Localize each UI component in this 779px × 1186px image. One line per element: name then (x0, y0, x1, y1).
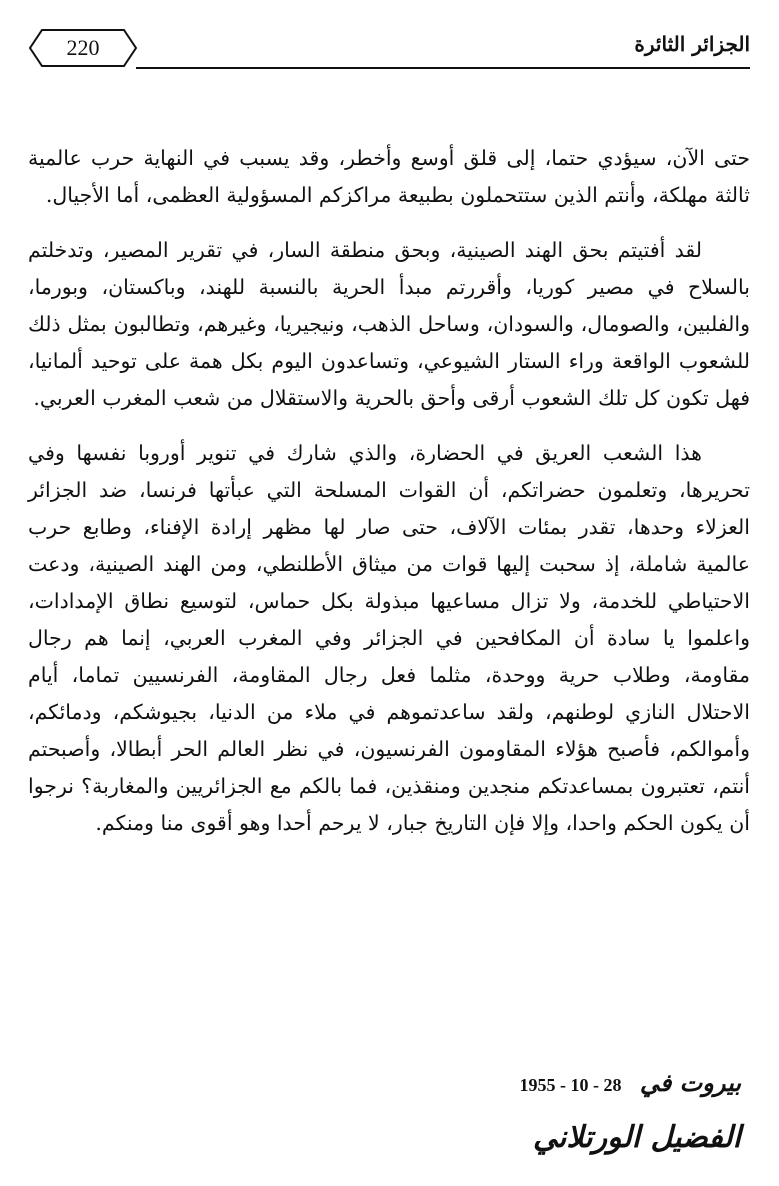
signature-name: الفضيل الورتلاني (533, 1120, 741, 1155)
page-number-badge (28, 28, 138, 68)
signature-date: 1955 - 10 - 28 (519, 1075, 622, 1095)
signature-place-date (519, 1068, 741, 1097)
header-rule (136, 67, 750, 69)
body-text (28, 140, 750, 860)
paragraph-1: حتى الآن، سيؤدي حتما، إلى قلق أوسع وأخطر، وقد يسبب في النهاية حرب عالمية ثالثة مهلكة، وأنتم الذين ستتحملون بطبيعة مراكزكم المسؤولية العظمى، أما الأجيال. (28, 146, 750, 207)
signature-place: بيروت في (639, 1068, 741, 1097)
paragraph-3: هذا الشعب العريق في الحضارة، والذي شارك في تنوير أوروبا نفسها وفي تحريرها، وتعلمون حضراتكم، أن القوات المسلحة التي عبأتها فرنسا، ضد الجزائر العزلاء وحدها، تقدر بمئات الآلاف، حتى صار لها مظهر إرادة الإفناء، وطابع حرب عالمية شاملة، إذ سحبت إليها قوات من ميثاق الأطلنطي، ومن الهند الصينية، ودعت الاحتياطي للخدمة، ولا تزال مساعيها مبذولة بكل حماس، لتوسيع نطاق الإمدادات، واعلموا يا سادة أن المكافحين في الجزائر وفي المغرب العربي، إنما هم رجال مقاومة، وطلاب حرية ووحدة، مثلما فعل رجال المقاومة، الفرنسيين تماما، أيام الاحتلال النازي لوطنهم، ولقد ساعدتموهم في ملاء من الدنيا، بجيوشكم، ودمائكم، وأموالكم، فأصبح هؤلاء المقاومون الفرنسيون، في نظر العالم الحر أبطالا، وأصبحتم أنتم، تعتبرون بمساعدتكم منجدين ومنقذين، فما بالكم مع الجزائريين والمغاربة؟ نرجوا أن يكون الحكم واحدا، وإلا فإن التاريخ جبار، لا يرحم أحدا وهو أقوى منا ومنكم. (28, 441, 750, 835)
page-header (28, 28, 750, 70)
paragraph-2: لقد أفتيتم بحق الهند الصينية، وبحق منطقة السار، في تقرير المصير، وتدخلتم بالسلاح في مصير كوريا، وأقررتم مبدأ الحرية بالنسبة للهند، وباكستان، وبورما، والفلبين، والصومال، والسودان، وساحل الذهب، ونيجيريا، وغيرهم، وتطالبون بمثل ذلك للشعوب الواقعة وراء الستار الشيوعي، وتساعدون اليوم بكل همة على توحيد ألمانيا، فهل تكون كل تلك الشعوب أرقى وأحق بالحرية والاستقلال من شعب المغرب العربي. (28, 238, 750, 410)
page-number: 220 (66, 35, 100, 60)
running-title: الجزائر الثائرة (634, 32, 750, 56)
signature-block (291, 1068, 741, 1178)
